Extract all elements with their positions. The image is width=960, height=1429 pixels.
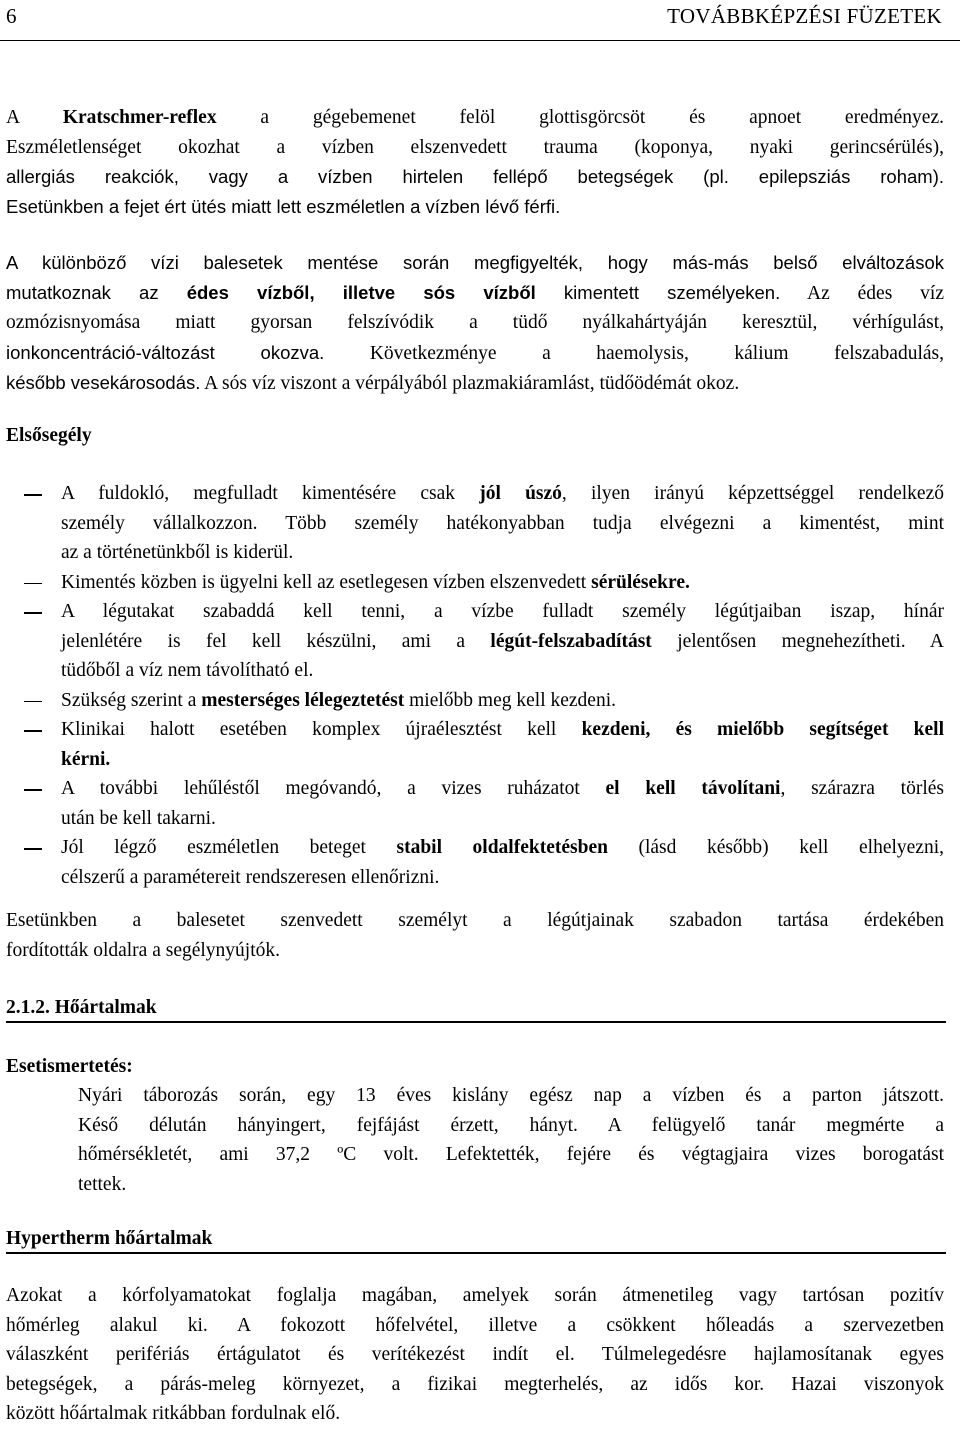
text-line: válaszként perifériás értágulatot és verítékezést indít el. Túlmelegedésre hajlamosítanak egyes (6, 1344, 944, 1365)
case-study-heading (6, 1052, 944, 1082)
water-paragraph (6, 248, 944, 399)
text-line: A különböző vízi balesetek mentése során megfigyelték, hogy más-más belső elváltozások (6, 252, 944, 273)
bold-term: sérülésekre. (591, 571, 690, 593)
text-run: mutatkoznak az (6, 281, 187, 303)
text-run: Jól légző eszméletlen beteget (61, 837, 397, 858)
heading-text: 2.1.2. Hőártalmak (6, 997, 157, 1018)
text-line: Késő délután hányingert, fejfájást érzett, hányt. A felügyelő tanár megmérte a (78, 1114, 944, 1136)
text-line: Esetünkben a fejet ért ütés miatt lett eszméletlen a vízben lévő férfi. (6, 195, 561, 217)
list-item (6, 597, 944, 686)
text-line (6, 278, 944, 309)
text-run: Klinikai halott esetében komplex újraélesztést kell (61, 719, 582, 740)
bold-term: kezdeni, és mielőbb segítséget kell (581, 719, 944, 740)
text-run: A további lehűléstől megóvandó, a vizes ruházatot (61, 778, 606, 799)
text-line: célszerű a paramétereit rendszeresen ellenőrizni. (61, 866, 440, 888)
bold-term: el kell távolítani (605, 778, 781, 799)
text-line (61, 715, 944, 745)
bold-term: édes vízből, illetve sós vízből (186, 281, 536, 303)
text-line: az a történetünkből is kiderül. (61, 542, 294, 563)
text-line: hőmérsékletét, ami 37,2 ºC volt. Lefektették, fejére és végtagjaira vizes borogatást (78, 1144, 944, 1165)
text-line: Nyári táborozás során, egy 13 éves kislány egész nap a vízben és a parton játszott. (78, 1085, 944, 1106)
text-run: ionkoncentráció-változást okozva. (6, 341, 325, 363)
text-line: után be kell takarni. (61, 807, 216, 829)
text-line (61, 833, 944, 863)
case-study-text (78, 1081, 944, 1199)
text-run: A fuldokló, megfulladt kimentésére csak (61, 483, 480, 504)
text-run: Kimentés közben is ügyelni kell az esetlegesen vízben elszenvedett (61, 571, 592, 593)
text-line (6, 103, 944, 133)
text-line: ozmózisnyomása miatt gyorsan felszívódik a tüdő nyálkahártyáján keresztül, vérhígulást, (6, 312, 944, 333)
text-run: jelentősen megnehezítheti. A (651, 630, 944, 652)
dash-bullet-icon (24, 789, 42, 791)
text-line: hőmérleg alakul ki. A fokozott hőfelvétel, illetve a csökkent hőleadás a szervezetben (6, 1314, 944, 1336)
list-item (6, 715, 944, 774)
text-run: A (6, 107, 63, 128)
dash-bullet-icon (24, 494, 42, 496)
hyperthermia-heading (6, 1224, 944, 1254)
text-line (6, 338, 944, 369)
bold-term: mesterséges lélegeztetést (201, 689, 405, 711)
text-line: tettek. (78, 1173, 127, 1195)
dash-bullet-icon (24, 583, 42, 585)
text-line: személy vállalkozzon. Több személy hatékonyabban tudja elvégezni a kimentést, mint (61, 512, 944, 534)
text-line: Esetünkben a balesetet szenvedett személyt a légútjainak szabadon tartása érdekében (6, 910, 944, 931)
bold-term: stabil oldalfektetésben (396, 837, 608, 858)
running-title: TOVÁBBKÉPZÉSI FÜZETEK (667, 4, 942, 28)
text-run: A sós víz viszont a vérpályából plazmakiáramlást, tüdőödémát okoz. (200, 373, 740, 394)
dash-bullet-icon (24, 848, 42, 850)
text-run: Az édes víz (780, 282, 945, 304)
text-run: Következménye a haemolysis, kálium felszabadulás, (324, 342, 944, 364)
text-line: allergiás reakciók, vagy a vízben hirtelen fellépő betegségek (pl. epilepsziás roham). (6, 166, 944, 187)
section-rule (6, 1021, 946, 1023)
heading-text: Esetismertetés: (6, 1056, 133, 1077)
text-run: mielőbb meg kell kezdeni. (404, 689, 616, 711)
text-line: fordították oldalra a segélynyújtók. (6, 939, 281, 961)
hyperthermia-paragraph (6, 1281, 944, 1429)
text-run: később vesekárosodás. (6, 372, 201, 393)
text-run: a gégebemenet felöl glottisgörcsöt és apnoet eredményez. (216, 107, 944, 128)
list-item (6, 686, 944, 716)
text-run: (lásd később) kell elhelyezni, (607, 837, 944, 858)
text-line (61, 774, 944, 804)
list-item (6, 833, 944, 892)
bold-term: Kratschmer-reflex (62, 107, 217, 128)
text-run: , ilyen irányú képzettséggel rendelkező (561, 483, 944, 504)
list-item (6, 568, 944, 598)
dash-bullet-icon (24, 730, 42, 732)
page-number: 6 (6, 4, 17, 28)
text-line: Azokat a kórfolyamatokat foglalja magában, amelyek során átmenetileg vagy tartósan pozitív (6, 1285, 944, 1306)
first-aid-list (6, 479, 944, 892)
text-line (61, 479, 944, 509)
text-run: kimentett személyeken. (535, 281, 781, 303)
bold-term: légút-felszabadítást (490, 630, 652, 652)
text-run: Szükség szerint a (61, 689, 202, 711)
text-line: betegségek, a párás-meleg környezet, a fizikai megterhelés, az idős kor. Hazai viszonyok (6, 1373, 944, 1395)
text-line (6, 368, 944, 399)
text-line (61, 627, 944, 657)
first-aid-heading (6, 421, 944, 451)
intro-paragraph (6, 103, 944, 221)
text-line: között hőártalmak ritkábban fordulnak elő. (6, 1403, 341, 1424)
text-line (61, 686, 944, 716)
text-line: Eszméletlenséget okozhat a vízben elszenvedett trauma (koponya, nyaki gerincsérülés), (6, 136, 944, 158)
text-run: jelenlétére is fel kell készülni, ami a (61, 630, 491, 652)
text-line: kérni. (61, 748, 111, 770)
heading-text: Elsősegély (6, 425, 92, 446)
heading-text: Hypertherm hőártalmak (6, 1228, 213, 1249)
page-header (0, 0, 960, 41)
text-line (61, 568, 944, 598)
text-line: tüdőből a víz nem távolítható el. (61, 660, 314, 681)
text-line: A légutakat szabaddá kell tenni, a vízbe fulladt személy légútjaiban iszap, hínár (61, 601, 944, 622)
list-item (6, 774, 944, 833)
hyperthermia-rule (6, 1252, 946, 1254)
text-run: , szárazra törlés (780, 778, 944, 799)
bold-term: jól úszó (479, 483, 562, 504)
section-heading (6, 993, 944, 1023)
case-end-paragraph (6, 906, 944, 965)
list-item (6, 479, 944, 568)
dash-bullet-icon (24, 701, 42, 703)
dash-bullet-icon (24, 612, 42, 614)
